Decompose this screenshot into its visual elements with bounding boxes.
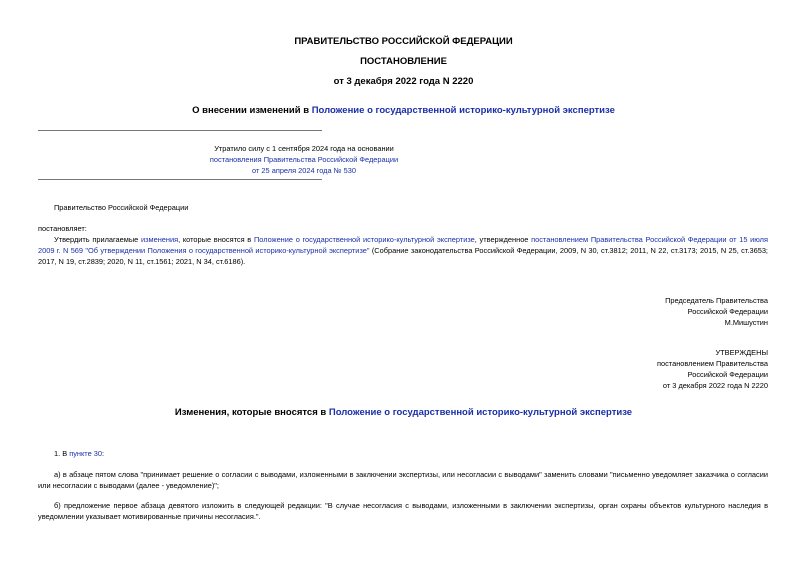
repeal-notice-link-date[interactable]: от 25 апреля 2024 года № 530 xyxy=(252,166,356,175)
regulation-link[interactable]: Положение о государственной историко-культурной экспертизе xyxy=(253,235,475,244)
decree-text: , которые вносятся в xyxy=(178,235,254,244)
changes-title xyxy=(0,407,807,418)
signature-country: Российской Федерации xyxy=(687,307,768,316)
item-1 xyxy=(54,448,104,459)
item-a: а) в абзаце пятом слова "принимает решение о согласии с выводами, изложенными в заключении экспертизы, или несогласии с выводами" заменить словами "письменно уведомляет заказчика о согласии или несогласии с выводами (далее - уведомление)"; xyxy=(38,470,768,490)
signature-position: Председатель Правительства xyxy=(665,296,768,305)
approval-line: постановлением Правительства xyxy=(657,359,768,368)
document-date-number: от 3 декабря 2022 года N 2220 xyxy=(333,76,474,87)
item-1-prefix: 1. В xyxy=(54,449,70,458)
approval-line: Российской Федерации xyxy=(687,370,768,379)
changes-title-prefix: Изменения, которые вносятся в xyxy=(174,407,329,418)
government-heading: ПРАВИТЕЛЬСТВО РОССИЙСКОЙ ФЕДЕРАЦИИ xyxy=(294,36,513,47)
changes-link[interactable]: изменения xyxy=(140,235,179,244)
approval-block xyxy=(657,347,768,391)
divider-bottom xyxy=(38,179,322,180)
signature-name: М.Мишустин xyxy=(724,318,768,327)
decree-text: , утвержденное xyxy=(474,235,532,244)
preamble-resolves: постановляет: xyxy=(38,224,87,233)
approval-heading: УТВЕРЖДЕНЫ xyxy=(715,348,768,357)
preamble-government: Правительство Российской Федерации xyxy=(54,203,189,212)
repeal-notice-line: Утратило силу с 1 сентября 2024 года на основании xyxy=(214,144,394,153)
item-1-suffix: : xyxy=(102,449,105,458)
resolution-link[interactable]: постановлением Правительства Российской Федерации от 15 июля 2009 г. N 569 "Об утверждении Положения о государственной историко-культурной экспертизе" xyxy=(38,235,768,255)
decree-paragraph xyxy=(38,234,768,267)
repeal-notice-link[interactable]: постановления Правительства Российской Федерации xyxy=(209,155,399,164)
signature-block xyxy=(665,295,768,328)
decree-text: Утвердить прилагаемые xyxy=(54,235,141,244)
divider-top xyxy=(38,130,322,131)
document-title-link[interactable]: Положение о государственной историко-культурной экспертизе xyxy=(311,105,615,116)
item-b: б) предложение первое абзаца девятого изложить в следующей редакции: "В случае несогласия с выводами, изложенными в заключении экспертизы, орган охраны объектов культурного наследия в уведомлении указывает мотивированные причины несогласия.". xyxy=(38,501,768,521)
document-title-prefix: О внесении изменений в xyxy=(192,105,312,116)
clause-30-link[interactable]: пункте 30 xyxy=(69,449,102,458)
document-type: ПОСТАНОВЛЕНИЕ xyxy=(360,56,447,67)
approval-date: от 3 декабря 2022 года N 2220 xyxy=(662,381,768,390)
repeal-notice xyxy=(38,143,570,176)
changes-title-link[interactable]: Положение о государственной историко-культурной экспертизе xyxy=(328,407,633,418)
document-title xyxy=(0,105,807,116)
decree-text: (Собрание законодательства Российской Федерации, 2009, N 30, ст.3812; 2011, N 22, ст.3173; 2015, N 25, ст.3653; 2017, N 19, ст.2839; 2020, N 11, ст.1561; 2021, N 34, ст.6186). xyxy=(38,246,768,266)
